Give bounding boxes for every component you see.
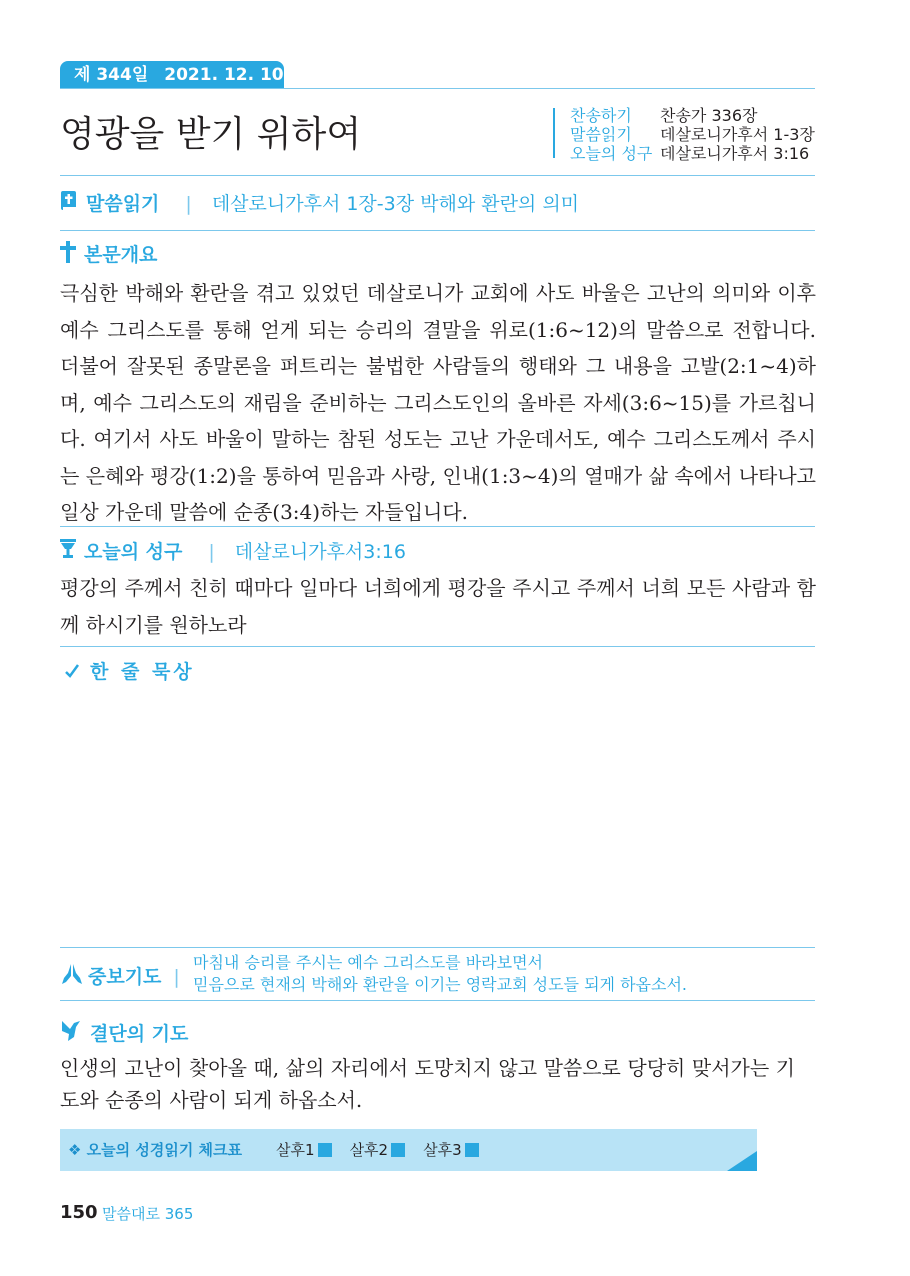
intercession-text (193, 952, 687, 996)
decision-heading: 결단의 기도 (90, 1023, 189, 1045)
divider (60, 175, 815, 176)
page-corner-fold (727, 1151, 757, 1171)
verse-heading: 오늘의 성구 (84, 541, 183, 563)
checklist-item-label: 살후2 (349, 1141, 389, 1159)
dove-icon (60, 1019, 82, 1050)
checklist-title-text: 오늘의 성경읽기 체크표 (86, 1141, 243, 1159)
reading-checklist (60, 1129, 757, 1171)
day-date-tag (60, 61, 313, 89)
info-value: 찬송가 336장 (660, 106, 758, 125)
info-key: 오늘의 성구 (570, 144, 653, 163)
info-key: 말씀읽기 (570, 125, 632, 144)
checklist-item[interactable] (350, 1141, 406, 1159)
overview-heading: 본문개요 (84, 244, 158, 266)
info-block (570, 106, 815, 163)
verse-section-heading (60, 539, 406, 566)
separator: | (173, 966, 180, 988)
page-title: 영광을 받기 위하여 (60, 114, 362, 155)
checkbox[interactable] (318, 1143, 332, 1157)
info-row-hymn (570, 106, 815, 125)
intercession-heading: 중보기도 (88, 966, 162, 988)
info-row-verse (570, 144, 815, 163)
page-number: 150 (60, 1202, 98, 1223)
praying-hands-icon (60, 962, 84, 993)
divider (60, 947, 815, 948)
chalice-icon (60, 539, 76, 566)
divider (60, 1000, 815, 1001)
reading-text: 데살로니가후서 1장-3장 박해와 환란의 의미 (211, 193, 580, 215)
reading-section-heading (60, 190, 579, 219)
checklist-item-label: 살후3 (423, 1141, 462, 1159)
bible-icon (60, 190, 78, 219)
info-divider (553, 108, 555, 158)
intercession-section-heading (60, 962, 180, 993)
separator: | (185, 193, 192, 215)
separator: | (208, 541, 215, 563)
checklist-item[interactable] (276, 1141, 332, 1159)
verse-ref: 데살로니가후서3:16 (234, 541, 406, 563)
checkmark-icon (64, 660, 80, 686)
info-row-reading (570, 125, 815, 144)
info-value: 데살로니가후서 1-3장 (660, 125, 815, 144)
divider (60, 230, 815, 231)
intercession-line: 마침내 승리를 주시는 예수 그리스도를 바라보면서 (193, 953, 544, 972)
reading-heading: 말씀읽기 (86, 193, 160, 215)
date-label: 2021. 12. 10. 금 (164, 65, 313, 85)
verse-body: 평강의 주께서 친히 때마다 일마다 너희에게 평강을 주시고 주께서 너희 모든 사람과 함께 하시기를 원하노라 (60, 576, 816, 637)
decision-section-heading (60, 1019, 188, 1050)
info-key: 찬송하기 (570, 106, 632, 125)
meditation-heading: 한 줄 묵상 (90, 661, 195, 683)
overview-body: 극심한 박해와 환란을 겪고 있었던 데살로니가 교회에 사도 바울은 고난의 의미와 이후 예수 그리스도를 통해 얻게 되는 승리의 결말을 위로(1:6~12)의 말씀으로 전합니다. 더불어 잘못된 종말론을 퍼트리는 불법한 사람들의 행태와 그 내용을 고발(2:1~4)하며, 예수 그리스도의 재림을 준비하는 그리스도인의 올바른 자세(3:6~15)를 가르칩니다. 여기서 사도 바울이 말하는 참된 성도는 고난 가운데서도, 예수 그리스도께서 주시는 은혜와 평강(1:2)을 통하여 믿음과 사랑, 인내(1:3~4)의 열매가 삶 속에서 나타나고 일상 가운데 말씀에 순종(3:4)하는 자들입니다. (60, 281, 816, 524)
checklist-item-label: 살후1 (276, 1141, 315, 1159)
checkbox[interactable] (391, 1143, 405, 1157)
checkbox[interactable] (465, 1143, 479, 1157)
overview-section-heading (60, 241, 157, 270)
meditation-section-heading (64, 659, 195, 686)
divider (60, 88, 815, 89)
info-value: 데살로니가후서 3:16 (660, 144, 810, 163)
day-label: 제 344일 (74, 65, 149, 85)
book-name: 말씀대로 365 (102, 1205, 194, 1223)
divider (60, 526, 815, 527)
checklist-title: ❖ 오늘의 성경읽기 체크표 (68, 1141, 243, 1159)
intercession-line: 믿음으로 현재의 박해와 환란을 이기는 영락교회 성도들 되게 하옵소서. (193, 975, 687, 994)
divider (60, 646, 815, 647)
checklist-item[interactable] (423, 1141, 479, 1159)
decision-body: 인생의 고난이 찾아올 때, 삶의 자리에서 도망치지 않고 말씀으로 당당히 맞서가는 기도와 순종의 사람이 되게 하옵소서. (60, 1056, 795, 1112)
cross-icon (60, 241, 76, 270)
